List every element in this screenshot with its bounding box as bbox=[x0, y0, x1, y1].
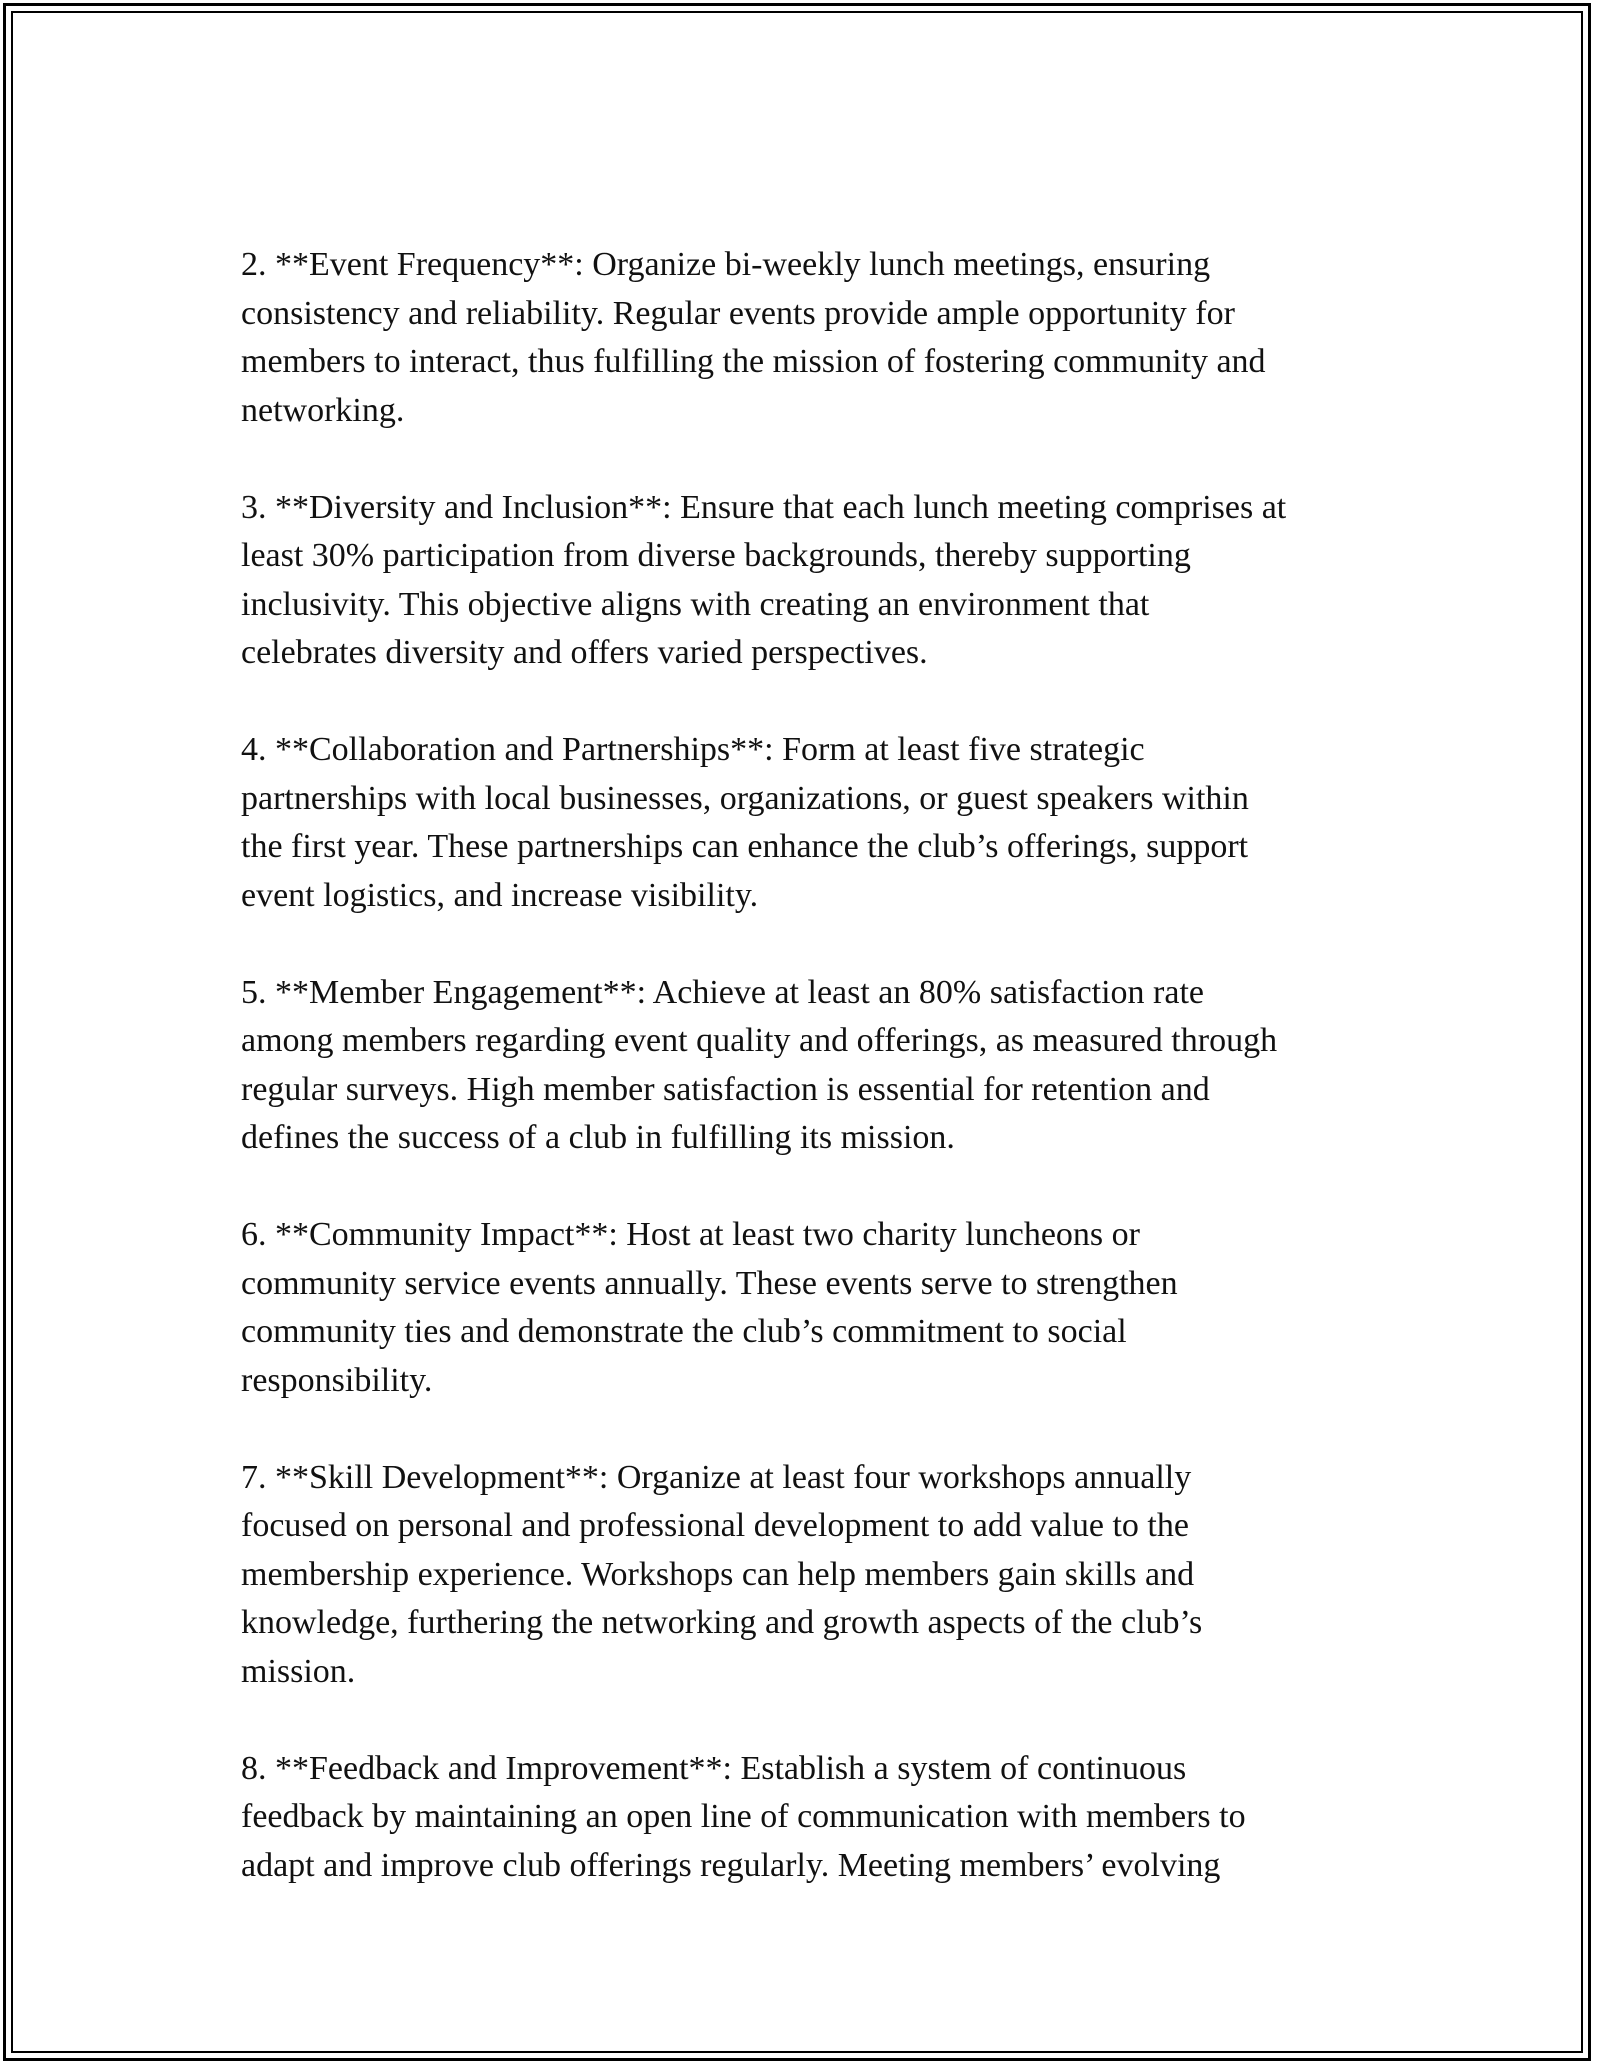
page-border bbox=[3, 3, 1591, 2061]
paragraph-event-frequency: 2. **Event Frequency**: Organize bi-weekly lunch meetings, ensuring consistency and reliability. Regular events provide ample opportunity for members to interact, thus fulfilling the mission of fostering community and networking. bbox=[241, 246, 1266, 429]
paragraph-skill-development: 7. **Skill Development**: Organize at least four workshops annually focused on personal and professional development to add value to the membership experience. Workshops can help members gain skills and knowledge, furthering the networking and growth aspects of the club’s mission. bbox=[241, 1458, 1203, 1690]
paragraph-diversity-inclusion: 3. **Diversity and Inclusion**: Ensure that each lunch meeting comprises at least 30% participation from diverse backgrounds, thereby supporting inclusivity. This objective aligns with creating an environment that celebrates diversity and offers varied perspectives. bbox=[241, 488, 1287, 671]
paragraph-community-impact: 6. **Community Impact**: Host at least two charity luncheons or community service events annually. These events serve to strengthen community ties and demonstrate the club’s commitment to social responsibility. bbox=[241, 1216, 1178, 1399]
paragraph-member-engagement: 5. **Member Engagement**: Achieve at least an 80% satisfaction rate among members regarding event quality and offerings, as measured through regular surveys. High member satisfaction is essential for retention and defines the success of a club in fulfilling its mission. bbox=[241, 973, 1278, 1156]
paragraph-collaboration-partnerships: 4. **Collaboration and Partnerships**: Form at least five strategic partnerships with local businesses, organizations, or guest speakers within the first year. These partnerships can enhance the club’s offerings, support event logistics, and increase visibility. bbox=[241, 731, 1249, 914]
paragraph-feedback-improvement: 8. **Feedback and Improvement**: Establish a system of continuous feedback by maintaining an open line of communication with members to adapt and improve club offerings regularly. Meeting members’ evolving bbox=[241, 1749, 1246, 1884]
document-body bbox=[241, 241, 1401, 1939]
